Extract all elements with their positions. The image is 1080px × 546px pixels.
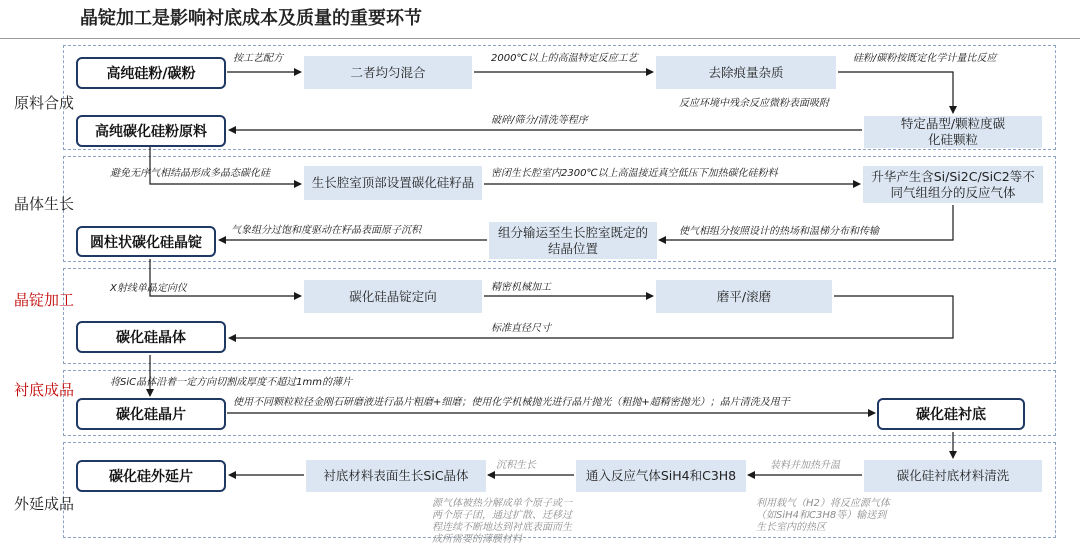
note-seal-heat: 密闭生长腔室内2300℃以上高温接近真空低压下加热碳化硅粉料	[491, 168, 778, 179]
note-load-heat: 装料并加热升温	[770, 460, 840, 471]
node-remove-impurity: 去除痕量杂质	[656, 56, 836, 89]
node-sic-powder-raw: 高纯碳化硅粉原料	[76, 115, 226, 147]
node-epi-wafer: 碳化硅外延片	[76, 460, 226, 492]
note-high-temp: 2000℃以上的高温特定反应工艺	[491, 53, 638, 64]
node-sublimation-gas: 升华产生含Si/Si2C/SiC2等不同气组组分的反应气体	[863, 166, 1043, 203]
note-deposit: 沉积生长	[496, 460, 536, 471]
node-cylindrical-ingot: 圆柱状碳化硅晶锭	[76, 226, 216, 257]
page-title: 晶锭加工是影响衬底成本及质量的重要环节	[80, 8, 422, 29]
node-sic-crystal: 碳化硅晶体	[76, 321, 226, 353]
stage-label-raw: 原料合成	[14, 94, 75, 112]
note-by-ratio: 按工艺配方	[233, 53, 283, 64]
note-crush: 破碎/筛分/清洗等程序	[491, 115, 588, 126]
note-precision: 精密机械加工	[491, 282, 551, 293]
stage-label-ingot: 晶锭加工	[14, 291, 75, 309]
node-orientation: 碳化硅晶锭定向	[304, 280, 482, 313]
node-sic-substrate: 碳化硅衬底	[877, 398, 1025, 430]
node-sic-wafer: 碳化硅晶片	[76, 398, 226, 430]
node-grinding: 磨平/滚磨	[656, 280, 832, 313]
node-seed-crystal: 生长腔室顶部设置碳化硅籽晶	[304, 166, 482, 200]
node-reaction-gas: 通入反应气体SiH4和C3H8	[576, 460, 746, 492]
node-specific-crystal: 特定晶型/颗粒度碳化硅颗粒	[864, 116, 1042, 148]
note-avoid-poly: 避免无序气相结晶形成多晶态碳化硅	[110, 168, 270, 179]
note-supersat: 气象组分过饱和度驱动在籽晶表面原子沉积	[231, 225, 421, 236]
stage-label-growth: 晶体生长	[14, 195, 75, 213]
node-transport: 组分输运至生长腔室既定的结晶位置	[489, 222, 657, 259]
note-carrier: 利用载气（H2）将反应源气体（如SiH4和C3H8等）输送到生长室内的热区	[756, 498, 890, 533]
note-polish: 使用不同颗粒粒径金刚石研磨液进行晶片粗磨+细磨；使用化学机械抛光进行晶片抛光（粗抛+超精密抛光）；晶片清洗及甩干	[233, 397, 790, 408]
note-std-dia: 标准直径尺寸	[491, 323, 551, 334]
note-gas-phase: 使气相组分按照设计的热场和温梯分布和传输	[679, 226, 879, 237]
note-decompose: 源气体被热分解成单个原子或一两个原子团，通过扩散、迁移过程连续不断地达到衬底表面而生成所需要的薄膜材料	[432, 498, 572, 545]
stage-label-substrate: 衬底成品	[14, 381, 75, 399]
note-env-absorb: 反应环境中残余反应微粉表面吸附	[679, 98, 829, 109]
node-cleaning: 碳化硅衬底材料清洗	[864, 460, 1042, 492]
note-stoich: 硅粉/碳粉按既定化学计量比反应	[853, 53, 997, 64]
node-si-c-powder: 高纯硅粉/碳粉	[76, 57, 226, 89]
note-slice: 将SiC晶体沿着一定方向切割成厚度不超过1mm的薄片	[110, 377, 352, 388]
node-surface-growth: 衬底材料表面生长SiC晶体	[306, 460, 486, 492]
stage-label-epi: 外延成品	[14, 495, 75, 513]
note-xray: X射线单晶定向仪	[110, 283, 187, 294]
node-mix: 二者均匀混合	[304, 56, 472, 89]
